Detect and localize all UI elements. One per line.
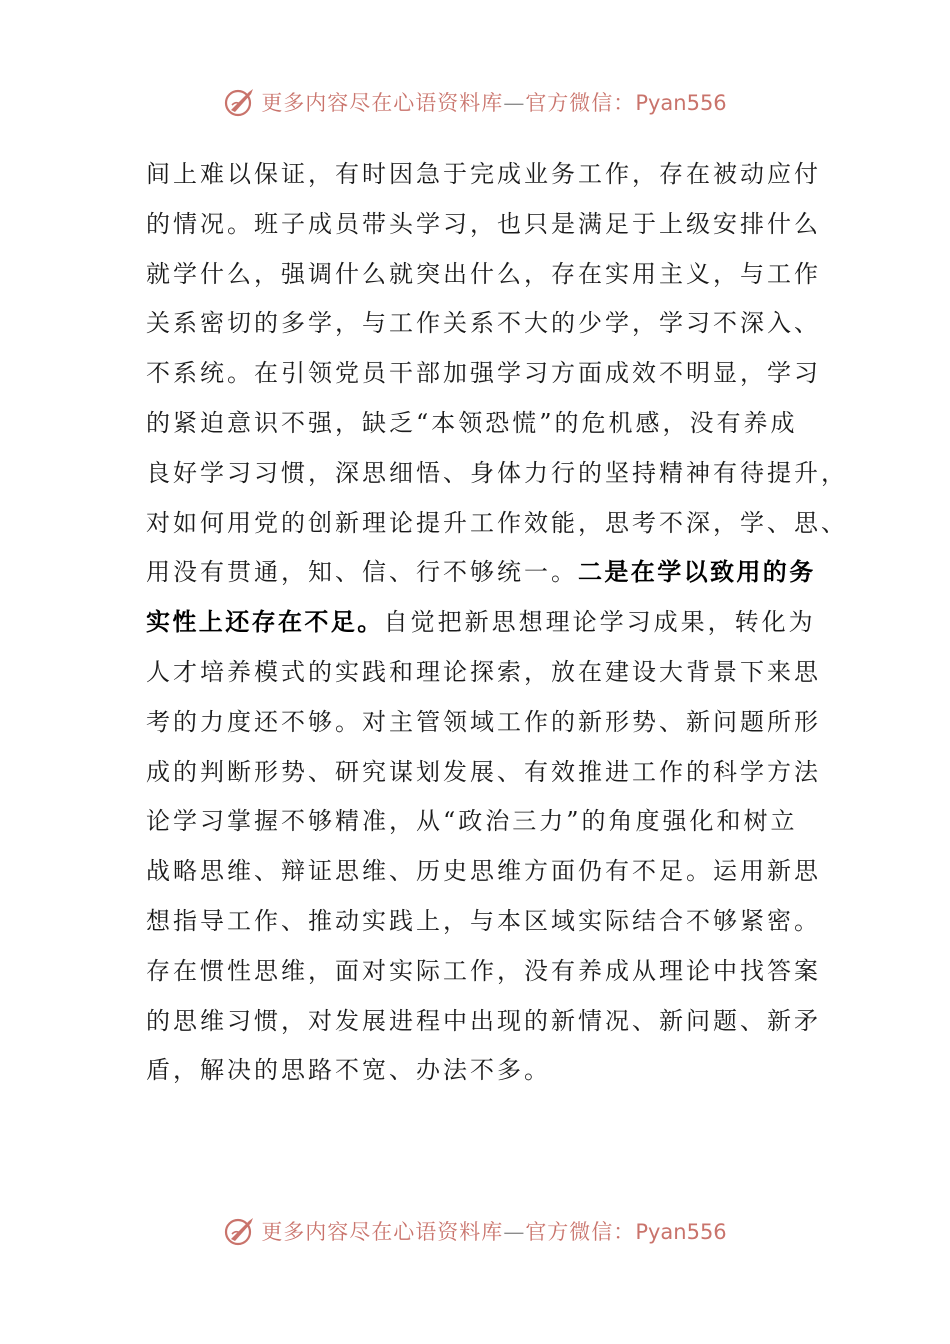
text-line: 关系密切的多学，与工作关系不大的少学，学习不深入、 <box>146 309 821 338</box>
text-line <box>146 548 816 598</box>
text-run: 用没有贯通，知、信、行不够统一。 <box>146 558 578 587</box>
text-line <box>146 598 816 648</box>
document-body <box>146 150 848 1096</box>
text-line: 论学习掌握不够精准，从“政治三力”的角度强化和树立 <box>146 807 798 836</box>
watermark-text: 更多内容尽在心语资料库—官方微信：Pyan556 <box>261 91 727 115</box>
bold-heading-run: 实性上还存在不足。 <box>146 608 384 637</box>
header-watermark <box>0 82 950 122</box>
text-line: 对如何用党的创新理论提升工作效能，思考不深，学、思、 <box>146 508 848 537</box>
text-line: 良好学习习惯，深思细悟、身体力行的坚持精神有待提升， <box>146 458 848 487</box>
text-line: 想指导工作、推动实践上，与本区域实际结合不够紧密。 <box>146 906 821 935</box>
text-line: 的思维习惯，对发展进程中出现的新情况、新问题、新矛 <box>146 1006 821 1035</box>
watermark-text: 更多内容尽在心语资料库—官方微信：Pyan556 <box>261 1220 727 1244</box>
text-line: 间上难以保证，有时因急于完成业务工作，存在被动应付 <box>146 160 821 188</box>
text-line: 的情况。班子成员带头学习，也只是满足于上级安排什么 <box>146 209 821 238</box>
text-line: 人才培养模式的实践和理论探索，放在建设大背景下来思 <box>146 657 821 686</box>
text-run: 自觉把新思想理论学习成果，转化为 <box>383 608 816 637</box>
text-line: 盾，解决的思路不宽、办法不多。 <box>146 1056 551 1085</box>
bold-heading-run: 二是在学以致用的务 <box>578 558 816 587</box>
pen-logo-icon <box>223 1214 257 1248</box>
text-line: 考的力度还不够。对主管领域工作的新形势、新问题所形 <box>146 707 821 736</box>
pen-logo-icon <box>223 85 257 119</box>
text-line: 战略思维、辩证思维、历史思维方面仍有不足。运用新思 <box>146 857 821 886</box>
text-line: 存在惯性思维，面对实际工作，没有养成从理论中找答案 <box>146 956 821 985</box>
text-line: 不系统。在引领党员干部加强学习方面成效不明显，学习 <box>146 359 821 388</box>
text-line: 就学什么，强调什么就突出什么，存在实用主义，与工作 <box>146 259 821 288</box>
text-line: 成的判断形势、研究谋划发展、有效推进工作的科学方法 <box>146 757 821 786</box>
text-line: 的紧迫意识不强，缺乏“本领恐慌”的危机感，没有养成 <box>146 408 798 437</box>
footer-watermark <box>0 1211 950 1251</box>
